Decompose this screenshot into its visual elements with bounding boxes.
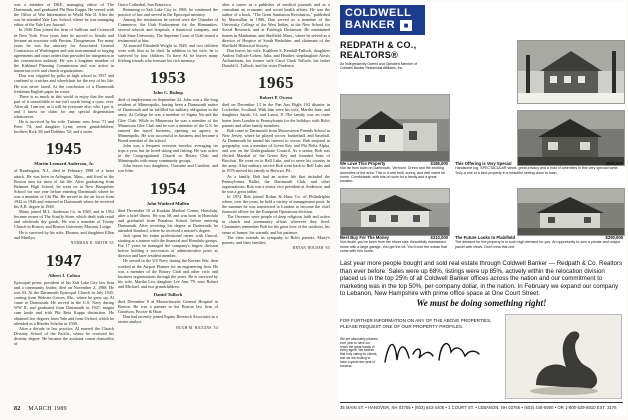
listing-caption <box>340 162 448 183</box>
listing-price: $310,000 <box>430 235 448 240</box>
house-photo-2 <box>340 94 450 162</box>
country-home-icon <box>518 189 624 235</box>
listing-caption <box>455 162 623 175</box>
paragraph: died on December 13 in the Pan Am Flight 103 disaster in Lockerbie, Scotland. With him were his wife, Martha Jane, and daughters Sarah, 14, and Laura, 8. The family was en route home from London to Pennsylvania for the holidays with Bob's parents and other family members. <box>222 102 330 128</box>
info-line: FOR FURTHER INFORMATION ON ANY OF THE ABOVE PROPERTIES, <box>340 318 492 323</box>
farmhouse-icon <box>341 95 449 161</box>
paragraph: In 1946 Don joined the firm of Sullivan and Cromwell in New York. Four years later he moved to Seattle and became an associate with Preston, Thorgrimson. For many years he was the attorney for Associated General Contractors of Washington and was instrumental in forging agreements and court orders that provided for integration in the construction industry. He was a longtime member of the Kirkland Planning Commission and was active in numerous civic and church organizations. <box>14 27 114 74</box>
ad-slogan: We must be doing something right! <box>416 298 547 308</box>
text-column-1 <box>14 2 114 402</box>
firm-name <box>340 40 420 60</box>
firm-name-line2: REALTORS® <box>340 50 399 60</box>
col1-top <box>14 2 114 134</box>
paragraph: There is so much in this world to enjoy that the small part of it unavailable to me isn't worth being a cynic over. After all, I am me, as it will be everyone else, who I put it, and I know no claim for any special dispensation whatsoever. <box>14 93 114 120</box>
house-photo-4 <box>340 188 450 236</box>
issue-date: MARCH 1989 <box>28 406 67 412</box>
real-estate-advertisement <box>337 2 626 416</box>
listing-title: Best Buy For The Money <box>340 235 390 240</box>
log-home-icon <box>518 111 624 165</box>
paragraph: Dan had recently joined Equity Research Associates as a senior analyst. <box>118 314 218 325</box>
paragraph: Dan leaves his wife, Kathleen S. Kendall-Tulloch, daughters Andrea Tulloch-Cohen, Julia, and Heather, stepdaughter Alexis Archambeau, his former wife Carol Clark Tulloch, his father Donald G. Tulloch, and his sister Prudence. <box>222 47 330 69</box>
listing-caption <box>455 236 623 249</box>
obituary-name: Robert P. Owens <box>259 95 293 101</box>
listing-description: Not far from town on Dartmouth, Vermont. Green and the exciting amenities of the area. This is a well built, sunny, and well cared for home. Comfortable, with lots of room for a family and a great location. <box>340 166 446 184</box>
paragraph: Al married Elizabeth Wright in 1948, and two children were with him as he died. In addition to his wife, he is survived by four children. To have Al, he leaves many lifelong friends who treasure his rich memory. <box>118 42 218 64</box>
house-photo-3 <box>517 110 625 166</box>
paragraph: He is survived by his wife, Tatiana; sons Jesse '71 and Peter '74; and daughter Lynn; seven grandchildren; brothers Rick '40 and Dobbins '52; and a sister. <box>14 119 114 135</box>
info-line: PLEASE REQUEST ONE OF OUR PROPERTY PROFILES. <box>340 323 464 329</box>
paragraph: after a career as a publisher of medical journals and as a consultant on economic and social health affairs. He was the author of a book, "The Great Sanitation Revolution," published by Macmillan in 1986. Dan served as a member of the University College of the West Indies, at the New School for Social Research, and at Fairleigh Dickinson. He maintained homes in Manhattan, and Sheffield, Mass., where he served as a director of Hospice of South Berkshire, and chairman of the Sheffield Historical Society. <box>222 2 330 48</box>
listing-price: $650,000 <box>605 161 623 166</box>
class-year-heading: 1945 <box>46 139 82 159</box>
paragraph: was a member of DKE, managing editor of The Dartmouth, and graduated Phi Beta Kappa. He served with the Office of War Information in World War II. After the war he attended Yale Law School, where he was managing editor of the Yale Law Journal. <box>14 2 114 28</box>
class-secretary-signature: HUGH M. HIGGINS '54 <box>176 325 218 330</box>
paragraph: He is survived by his wife, Eleanor, and daughters Ellen and Marilyn. <box>14 229 114 240</box>
paragraph: Episcopal priest, president of his Salt Lake City law firm and a community leader, died on November 2, 1988. He was 63. At the Dartmouth Episcopal Church in July 1945, coming from Webster Groves, Mo., where he grew up, Al came to Dartmouth. He served in the U.S. Navy during WW II, and graduated from Dartmouth in 1947, magna cum laude and with Phi Beta Kappa distinction. He obtained law degrees from Yale and from Oxford, which he attended as a Rhodes Scholar in 1949. <box>14 279 114 326</box>
obituary-name: Albert J. Colton <box>48 272 80 278</box>
paragraph: Among the institutions he served were the Chamber of Commerce, the Utah Endowment for the Humanities, several schools and hospitals, a theatrical company, and Utah State University. The Supreme Court of Utah issued a testimonial to him. <box>118 17 218 43</box>
obituary-name: John Watford Mullen <box>146 200 190 206</box>
class-year-heading: 1954 <box>150 178 186 198</box>
agent-note: We are absolutely pleased ever year to have our reach the great hands of every agent. We believe that truly caring for clients, and we are looking to have a great new year of success. <box>340 337 378 368</box>
paragraph: The class extends its sympathy to Bob's parents, Marty's parents, and their families. <box>222 234 330 245</box>
cape-house-icon <box>341 189 449 235</box>
paragraph: After a decade in law practice, Al entered the Church Divinity School of the Pacific, where he received his divinity degree. He became the assistant canon chancellor of <box>14 325 114 346</box>
logo-text-line1: COLDWELL <box>345 7 412 19</box>
class-year-heading: 1953 <box>150 68 186 88</box>
class-secretary-signature: BRYAN HOUSER '65 <box>292 245 330 250</box>
paragraph: of Readington, N.J., died in February 1988 of a heart attack. He was born in Arlington, Mass., and lived in the Boston area for most of his life. After graduating from Belmont High School, he went on to New Hampshire School for one year before entering Dartmouth where he was a member of Chi Phi. He served in the air force from 1942 to 1946 and returned to Dartmouth where he received his A.B. degree in 1948. <box>14 168 114 210</box>
paragraph: Returning to Salt Lake City in 1968, he continued the practice of law and served in the Episcopal ministry. <box>118 7 218 18</box>
paragraph: Grace Cathedral, San Francisco. <box>118 2 173 7</box>
listing-price: $290,000 <box>605 235 623 240</box>
listing-caption <box>340 236 448 253</box>
paragraph: Marty joined M.L. Anderson Co. in 1949, and in 1954 became owner of The Scruffy Store, which dealt with retail and wholesale dry goods. He was a member of Trinity Church in Boston, and Boston University Masonic Lodge. <box>14 209 114 230</box>
house-photo-1 <box>517 40 625 104</box>
page-number: 82 <box>14 406 21 412</box>
paragraph: John was a frequent overseas traveler, averaging six trips a year, but he loved skiing and fishing. He was active in the Congregational Church or Rotary Club and Minneapolis with many community groups. <box>118 142 218 164</box>
obituary-name: Daniel Tulloch <box>153 292 183 298</box>
swan-sculpture-icon <box>506 315 621 398</box>
obituary-name: Martin Leonard Anderson, Jr. <box>34 161 94 167</box>
page-footer <box>14 406 67 412</box>
office-addresses: 35 MAIN ST. • HANOVER, NH 03755 • (603) 643-4405 • 1 COURT ST. • LEBANON, NH 03766 • (603) 448-6900 • OR 1-800-529-8910 EXT. 3176 <box>340 402 623 410</box>
listing-description: Not doubt, you've been from the sheer size. Beautifully maintained home with a large garage. You get the lot. You'll love the extras that come with this home. <box>340 240 447 253</box>
text-column-3 <box>222 2 330 402</box>
paragraph: died of emphysema on September 22. John was a life-long resident of Minneapolis, having been a Dartmouth native of Dartmouth and he fulfilled his military obligation in the army. At College he was a member of Sigma Nu and the Glee Club. While in Minnesota he was a member of the Minnesota Glee Club and he was a member of the U.S. he entered the travel business, opening an agency in Minneapolis. He was successful in business and became a Board member of the school. <box>118 97 218 143</box>
paragraph: died December 18 at Kuakini Medical Center, Honolulu, after a brief illness. He was 58, and was born in Honolulu and graduated from Punahou School before entering Dartmouth. After receiving his degree at Dartmouth, he attended Stanford, where he received a master's degree. <box>118 207 218 233</box>
listing-title: We Love This Property <box>340 161 386 166</box>
listing-price: $165,000 <box>430 161 448 166</box>
text-column-2 <box>118 2 218 402</box>
affiliate-tagline: An Independently Owned and Operated Member of Coldwell Banker Residential Affiliates, Inc. <box>340 62 417 70</box>
house-in-snow-icon <box>518 41 624 103</box>
house-photo-5 <box>517 188 625 236</box>
obituary-name: John C. Bishop <box>152 90 183 96</box>
paragraph: In 1974 Bob joined Rohm & Haas Co. of Philadelphia where, over the years, he held a variety of management posts. In the summer he was transferred to London to become the chief financial officer for the European Operations division. <box>222 193 330 215</box>
logo-text-line2: BANKER <box>345 19 396 31</box>
class-year-heading: 1947 <box>46 250 82 270</box>
ad-body-text: Last year more people bought and sold real estate through Coldwell Banker — Redpath & Co. Realtors than ever before. Sales were up 68%, listings were up 85%, actively within the relocation division placed us in the top 25% of all Coldwell Banker offices across the nation and our commitment to marketing was in the top 50%, per company dollar, in the nation. In February we expand our company to Lebanon, New Hampshire with prime office space at One Court Street. <box>340 260 623 298</box>
paragraph: died December 8 at Massachusetts General Hospital in Boston. He was a partner in the Boston law firm of Goodwin, Procter & Hoar. <box>118 299 218 315</box>
listing-description: Handsome log, SPECTACULAR views, great privacy and a host of amenities in this very special home. Truly a one of a kind property in a beautiful setting close to town. <box>455 166 619 175</box>
info-request <box>340 318 500 329</box>
paragraph: The Owenses were people of deep religious faith and active in church and community affairs wherever they lived. Classmates remember Bob for his great love of the outdoors, his sense of humor, his warmth, and his patience. <box>222 214 330 235</box>
paragraph: He served in the US Navy during the Korean War, then worked as the Airport Planner for an engineering firm. He was a member of the Rotary Club and other civic and business organizations through the years. He is survived by his wife, Martha Lea, daughter Lee Ann '79, sons Robert and Michael, and two grandchildren. <box>118 258 218 289</box>
paragraph: As a family, Bob had an active life that included the Pennsylvania Ballet, the Dartmouth Club, and other organizations. Bob was a senior vice president at Anderson, and he was a great father. <box>222 173 330 194</box>
firm-name-line1: REDPATH & CO., <box>340 40 417 50</box>
class-secretary-signature: NORMAN D. SMITH '45 <box>70 240 114 245</box>
paragraph: Bob came to Dartmouth from Moorestown Friends School in New Jersey, where he played soccer, basketball, and baseball. At Dartmouth he turned his interest to soccer. Bob majored in geography, was a member of Green Key and Phi Delta Alpha, and was on the Undergraduate Council. As a senior, Bob was elected Marshal of the Green Key and founded Sons of Bacchus. He went on to Bell Labs, and to serve his country in the army. After military service Bob went back to Bell Labs and in 1976 moved his family to Berwyn, PA. <box>222 127 330 174</box>
coldwell-banker-logo <box>340 5 425 35</box>
paragraph: John leaves two daughters, Christine and Caroline, and son John. <box>118 163 218 174</box>
logo-mark-icon: ■ <box>400 20 412 31</box>
paragraph: Jack spent his entire professional career with Unocal, starting at a trainee with the financial and Honolulu groups. For 17 years he managed the company's largest division before holding a succession of administrative posts as director and later resident member. <box>118 233 218 259</box>
listing-title: The Future Looks to Plainfield <box>455 235 516 240</box>
listing-description: The demand for the property is in such high demand for you. An opportunity to own a private and unique parcel with views. Don't miss this one. <box>455 240 621 249</box>
handwritten-signature-icon <box>379 332 499 370</box>
paragraph: Don was crippled by polio in high school in 1937 and confined to crutches and wheelchair for the rest of his life. He was never fazed. At the conclusion of a Dartmouth freshman English paper he wrote: <box>14 73 114 94</box>
class-year-heading: 1965 <box>258 73 294 93</box>
swan-sculpture-photo <box>505 314 622 399</box>
listing-title: This Offering is Very Special <box>455 161 512 166</box>
